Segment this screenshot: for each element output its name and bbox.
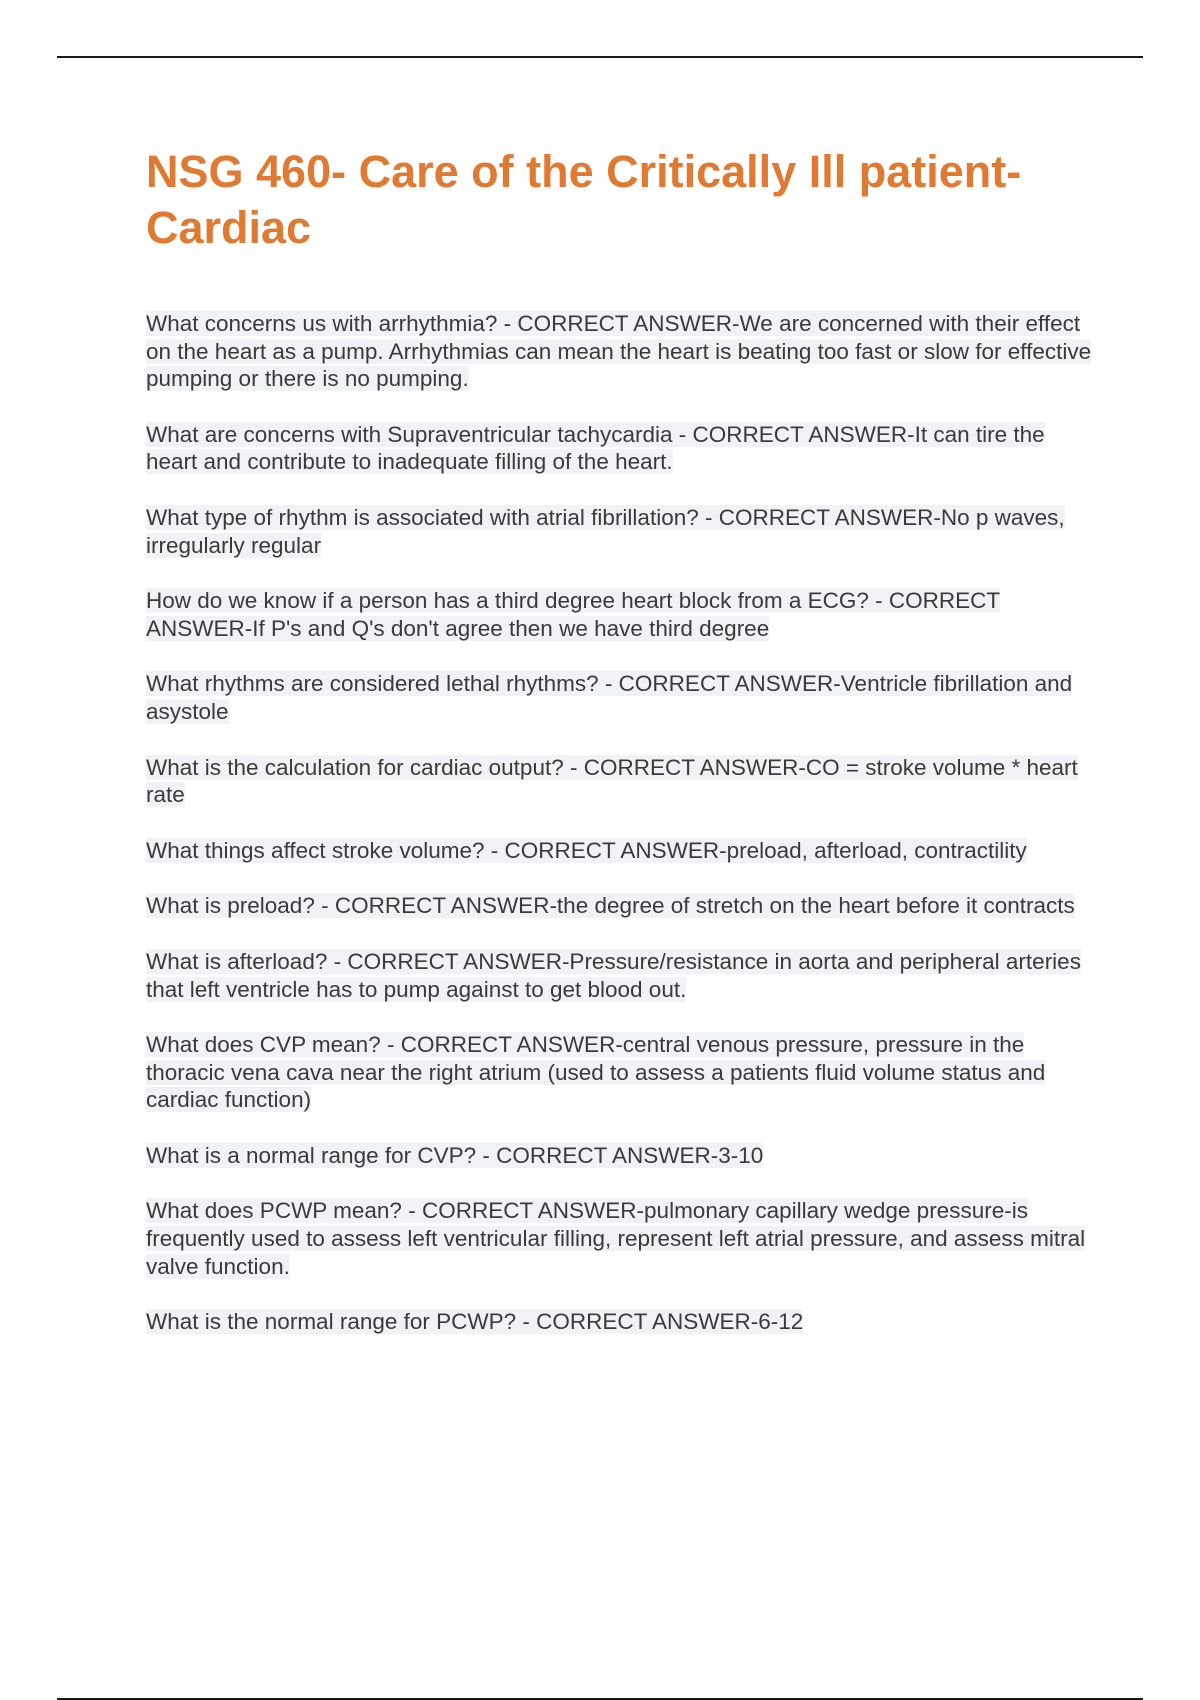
document-body	[146, 144, 1096, 1364]
qa-item	[146, 504, 1096, 559]
qa-item	[146, 837, 1096, 865]
qa-text: What is afterload? - CORRECT ANSWER-Pressure/resistance in aorta and peripheral arteries that left ventricle has to pump against to get blood out.	[146, 948, 1081, 1002]
qa-item	[146, 1308, 1096, 1336]
qa-text: What is the normal range for PCWP? - CORRECT ANSWER-6-12	[146, 1309, 804, 1335]
qa-item	[146, 948, 1096, 1003]
qa-item	[146, 421, 1096, 476]
qa-item	[146, 587, 1096, 642]
qa-text: What does PCWP mean? - CORRECT ANSWER-pulmonary capillary wedge pressure-is frequently used to assess left ventricular filling, represent left atrial pressure, and assess mitral valve function.	[146, 1198, 1086, 1279]
qa-item	[146, 1031, 1096, 1114]
qa-text: What are concerns with Supraventricular tachycardia - CORRECT ANSWER-It can tire the heart and contribute to inadequate filling of the heart.	[146, 421, 1045, 475]
qa-item	[146, 754, 1096, 809]
top-rule	[57, 56, 1143, 58]
qa-text: What is preload? - CORRECT ANSWER-the degree of stretch on the heart before it contracts	[146, 893, 1075, 919]
document-title: NSG 460- Care of the Critically Ill patient-Cardiac	[146, 146, 1022, 253]
qa-item	[146, 310, 1096, 393]
qa-text: What concerns us with arrhythmia? - CORRECT ANSWER-We are concerned with their effect on the heart as a pump. Arrhythmias can mean the heart is beating too fast or slow for effective pumping or there is no pumping.	[146, 311, 1092, 392]
qa-item	[146, 1142, 1096, 1170]
qa-text: What things affect stroke volume? - CORRECT ANSWER-preload, afterload, contractility	[146, 837, 1027, 863]
qa-item	[146, 892, 1096, 920]
qa-text: What is the calculation for cardiac output? - CORRECT ANSWER-CO = stroke volume * heart rate	[146, 754, 1078, 808]
qa-text: What rhythms are considered lethal rhythms? - CORRECT ANSWER-Ventricle fibrillation and asystole	[146, 671, 1073, 724]
qa-item	[146, 1197, 1096, 1280]
qa-text: What does CVP mean? - CORRECT ANSWER-central venous pressure, pressure in the thoracic vena cava near the right atrium (used to assess a patients fluid volume status and cardiac function)	[146, 1032, 1046, 1113]
qa-list	[146, 310, 1096, 1336]
qa-item	[146, 670, 1096, 725]
qa-text: What type of rhythm is associated with atrial fibrillation? - CORRECT ANSWER-No p waves, irregularly regular	[146, 504, 1065, 558]
qa-text: How do we know if a person has a third degree heart block from a ECG? - CORRECT ANSWER-If P's and Q's don't agree then we have third degree	[146, 588, 1001, 641]
qa-text: What is a normal range for CVP? - CORRECT ANSWER-3-10	[146, 1142, 764, 1168]
